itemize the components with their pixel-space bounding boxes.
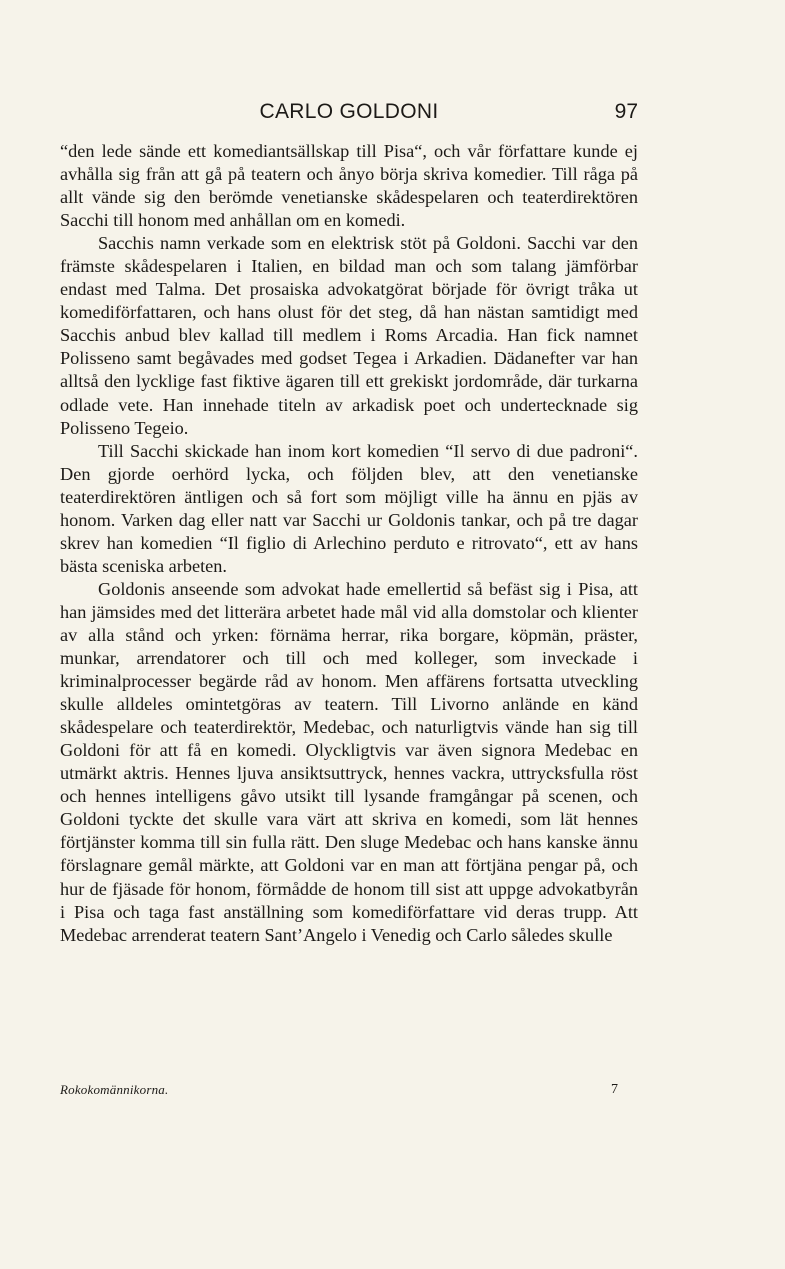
paragraph-continued: “den lede sände ett komediantsällskap till Pisa“, och vår författare kunde ej avhålla sig från att gå på teatern och ånyo börja skriva komedier. Till råga på allt vände sig den berömde venetianske skådespelaren och teaterdirektören Sacchi till honom med anhållan om en komedi. — [60, 141, 638, 231]
paragraph: Sacchis namn verkade som en elektrisk stöt på Goldoni. Sacchi var den främste skådespelaren i Italien, en bildad man och som talang jämförbar endast med Talma. Det prosaiska advokatgörat började för övrigt tråka ut komediförfattaren, och hans olust för det steg, då han nästan samtidigt med Sacchis anbud blev kallad till medlem i Roms Arcadia. Han fick namnet Polisseno samt begåvades med godset Tegea i Arkadien. Dädanefter var han alltså den lycklige fast fiktive ägaren till ett grekiskt jordområde, där turkarna odlade vete. Han innehade titeln av arkadisk poet och undertecknade sig Polisseno Tegeio. — [60, 233, 638, 438]
running-title: CARLO GOLDONI — [259, 100, 439, 123]
sheet-number: 7 — [611, 1082, 618, 1097]
page-header — [60, 100, 638, 130]
paragraph: Till Sacchi skickade han inom kort komedien “Il servo di due padroni“. Den gjorde oerhörd lycka, och följden blev, att den venetianske teaterdirektören äntligen och så fort som möjligt ville ha ännu en pjäs av honom. Varken dag eller natt var Sacchi ur Goldonis tankar, och på tre dagar skrev han komedien “Il figlio di Arlechino perduto e ritrovato“, ett av hans bästa sceniska arbeten. — [60, 440, 638, 576]
page-number: 97 — [614, 100, 638, 123]
body-text — [60, 140, 638, 947]
printer-signature: Rokokomännikorna. — [60, 1082, 169, 1097]
page-footer — [60, 1082, 638, 1102]
paragraph: Goldonis anseende som advokat hade emellertid så befäst sig i Pisa, att han jämsides med det litterära arbetet hade mål vid alla domstolar och klienter av alla stånd och yrken: förnäma herrar, rika borgare, köpmän, präster, munkar, arrendatorer och till och med kolleger, som inveckade i kriminalprocesser begärde råd av honom. Men affärens fortsatta utveckling skulle alldeles omintetgöras av teatern. Till Livorno anlände en känd skådespelare och teaterdirektör, Medebac, och naturligtvis vände han sig till Goldoni för att få en komedi. Olyckligtvis var även signora Medebac en utmärkt aktris. Hennes ljuva ansiktsuttryck, hennes vackra, uttrycksfulla röst och hennes intelligens gåvo utsikt till lysande framgångar på scenen, och Goldoni tyckte det skulle vara värt att skriva en komedi, som lät hennes förtjänster komma till sin fulla rätt. Den sluge Medebac och hans kanske ännu förslagnare gemål märkte, att Goldoni var en man att förtjäna pengar på, och hur de fjäsade för honom, förmådde de honom till sist att uppge advokatbyrån i Pisa och taga fast anställning som komediförfattare vid deras trupp. Att Medebac arrenderat teatern Sant’Angelo i Venedig och Carlo således skulle — [60, 578, 638, 945]
book-page — [60, 0, 638, 1269]
